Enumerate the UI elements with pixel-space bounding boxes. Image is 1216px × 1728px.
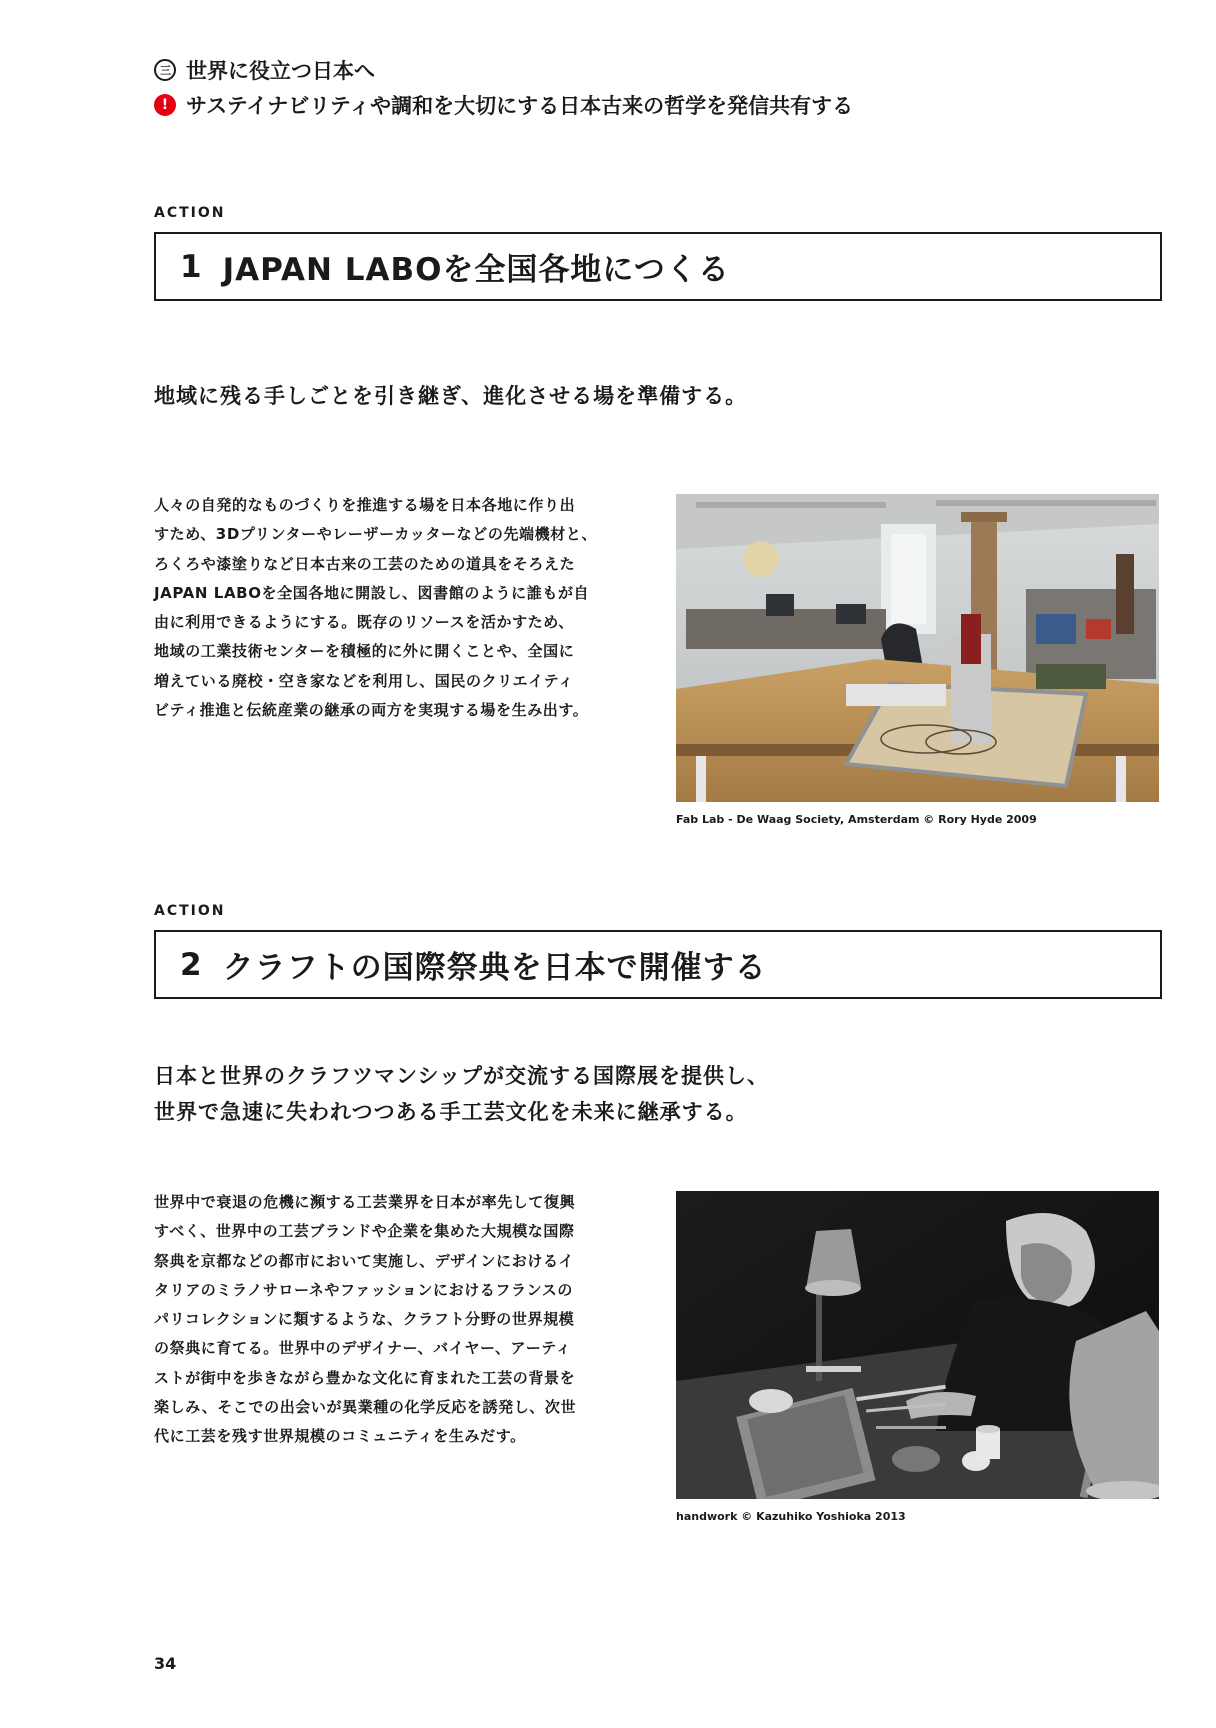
section-subtitle: サステイナビリティや調和を大切にする日本古来の哲学を発信共有する — [186, 94, 854, 118]
action-1-title-box — [154, 232, 1162, 301]
section-title: 世界に役立つ日本へ — [186, 59, 375, 83]
exclamation-icon: ! — [154, 94, 176, 116]
action-2-lead-line-1: 日本と世界のクラフツマンシップが交流する国際展を提供し、 — [154, 1064, 770, 1088]
page-number: 34 — [154, 1654, 177, 1673]
action-2-label: ACTION — [154, 903, 226, 919]
action-1-number: 1 — [180, 248, 203, 285]
action-1-body: 人々の自発的なものづくりを推進する場を日本各地に作り出 すため、3Dプリンターやレーザーカッターなどの先端機材と、 ろくろや漆塗りなど日本古来の工芸のための道具をそろえた JAPAN LABOを全国各地に開設し、図書館のように誰もが自 由に利用できるようにする。既存のリソースを活かすため、 地域の工業技術センターを積極的に外に開くことや、全国に 増えている廃校・空き家などを利用し、国民のクリエイティ ビティ推進と伝統産業の継承の両方を実現する場を生み出す。 — [154, 496, 598, 720]
handwork-photo — [676, 1191, 1159, 1499]
action-1-title: JAPAN LABOを全国各地につくる — [222, 252, 730, 288]
section-header — [154, 55, 375, 85]
action-2-title: クラフトの国際祭典を日本で開催する — [222, 950, 767, 986]
action-1-lead: 地域に残る手しごとを引き継ぎ、進化させる場を準備する。 — [154, 384, 748, 408]
fab-lab-photo-caption: Fab Lab - De Waag Society, Amsterdam © Rory Hyde 2009 — [676, 813, 1037, 826]
action-2-lead-line-2: 世界で急速に失われつつある手工芸文化を未来に継承する。 — [154, 1100, 748, 1124]
action-2-number: 2 — [180, 946, 203, 983]
action-2-title-box — [154, 930, 1162, 999]
action-1-label: ACTION — [154, 205, 226, 221]
handwork-photo-caption: handwork © Kazuhiko Yoshioka 2013 — [676, 1510, 906, 1523]
action-2-body: 世界中で衰退の危機に瀕する工芸業界を日本が率先して復興 すべく、世界中の工芸ブランドや企業を集めた大規模な国際 祭典を京都などの都市において実施し、デザインにおけるイ タリアのミラノサローネやファッションにおけるフランスの パリコレクションに類するような、クラフト分野の世界規模 の祭典に育てる。世界中のデザイナー、バイヤー、アーティ ストが街中を歩きながら豊かな文化に育まれた工芸の背景を 楽しみ、そこでの出会いが異業種の化学反応を誘発し、次世 代に工芸を残す世界規模のコミュニティを生みだす。 — [154, 1193, 577, 1446]
fab-lab-photo — [676, 494, 1159, 802]
section-number-badge: 三 — [154, 59, 176, 81]
section-subheader — [154, 90, 853, 120]
action-2-lead — [154, 1058, 1114, 1130]
